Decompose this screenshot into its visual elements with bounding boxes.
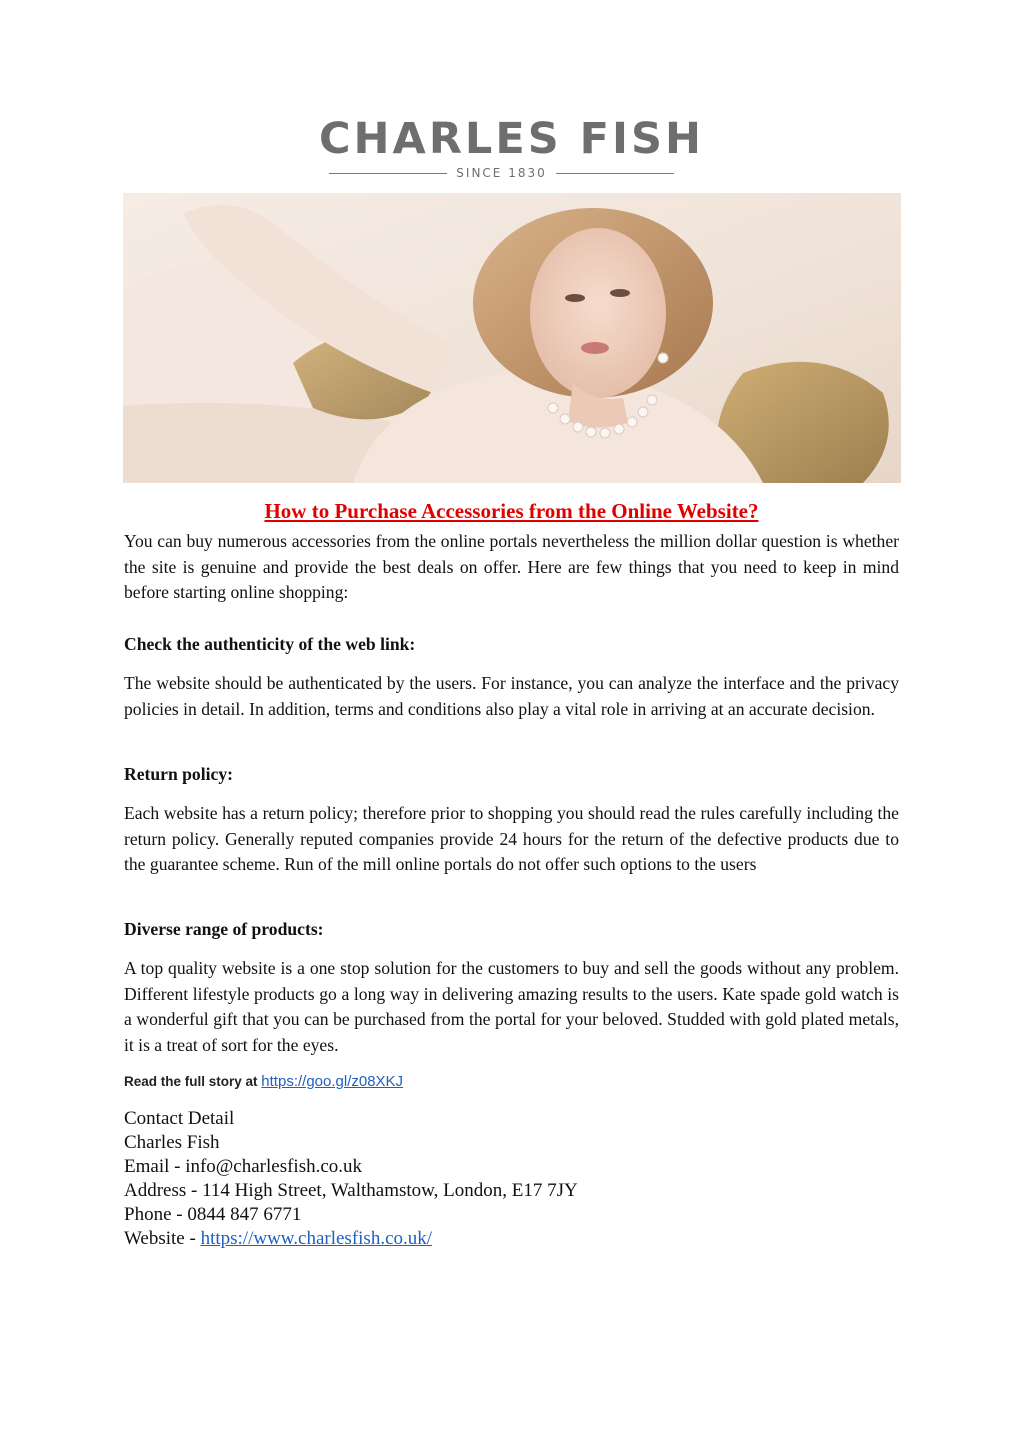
hero-photo	[123, 193, 901, 483]
section-body-return-policy: Each website has a return policy; therefore prior to shopping you should read the rules carefully including the return policy. Generally reputed companies provide 24 hours for the return of the defective products due to the guarantee scheme. Run of the mill online portals do not offer such options to the users	[124, 803, 899, 874]
contact-heading: Contact Detail	[124, 1108, 235, 1129]
section-body-authenticity: The website should be authenticated by the users. For instance, you can analyze the interface and the privacy policies in detail. In addition, terms and conditions also play a vital role in arriving at an accurate decision.	[124, 673, 899, 719]
website-label: Website -	[124, 1228, 201, 1249]
contact-email: Email - info@charlesfish.co.uk	[124, 1156, 363, 1177]
contact-address: Address - 114 High Street, Walthamstow, London, E17 7JY	[124, 1180, 578, 1201]
logo-divider-right	[556, 173, 674, 174]
section-heading-authenticity: Check the authenticity of the web link:	[124, 634, 416, 654]
section-heading-product-range: Diverse range of products:	[124, 919, 324, 939]
article-intro: You can buy numerous accessories from the online portals nevertheless the million dollar question is whether the site is genuine and provide the best deals on offer. Here are few things that you need to keep in mind before starting online shopping:	[124, 531, 899, 602]
brand-logo	[0, 114, 1023, 180]
logo-tagline-row	[329, 165, 674, 181]
logo-name: CHARLES FISH	[319, 114, 704, 164]
contact-details	[124, 1107, 578, 1251]
logo-divider-left	[329, 173, 447, 174]
website-link[interactable]: https://www.charlesfish.co.uk/	[200, 1228, 433, 1249]
section-heading-return-policy: Return policy:	[124, 764, 233, 784]
read-more-line	[124, 1073, 403, 1090]
contact-phone: Phone - 0844 847 6771	[124, 1204, 302, 1225]
read-more-link[interactable]: https://goo.gl/z08XKJ	[261, 1073, 404, 1090]
article-title: How to Purchase Accessories from the Online Website?	[264, 499, 759, 523]
contact-company: Charles Fish	[124, 1132, 220, 1153]
contact-website	[124, 1227, 578, 1251]
hero-photo-illustration	[123, 193, 901, 483]
read-more-label: Read the full story at	[124, 1074, 258, 1089]
logo-tagline: SINCE 1830	[456, 166, 547, 180]
section-body-product-range: A top quality website is a one stop solution for the customers to buy and sell the goods without any problem. Different lifestyle products go a long way in delivering amazing results to the users. Kate spade gold watch is a wonderful gift that you can be purchased from the portal for your beloved. Studded with gold plated metals, it is a treat of sort for the eyes.	[124, 958, 899, 1055]
